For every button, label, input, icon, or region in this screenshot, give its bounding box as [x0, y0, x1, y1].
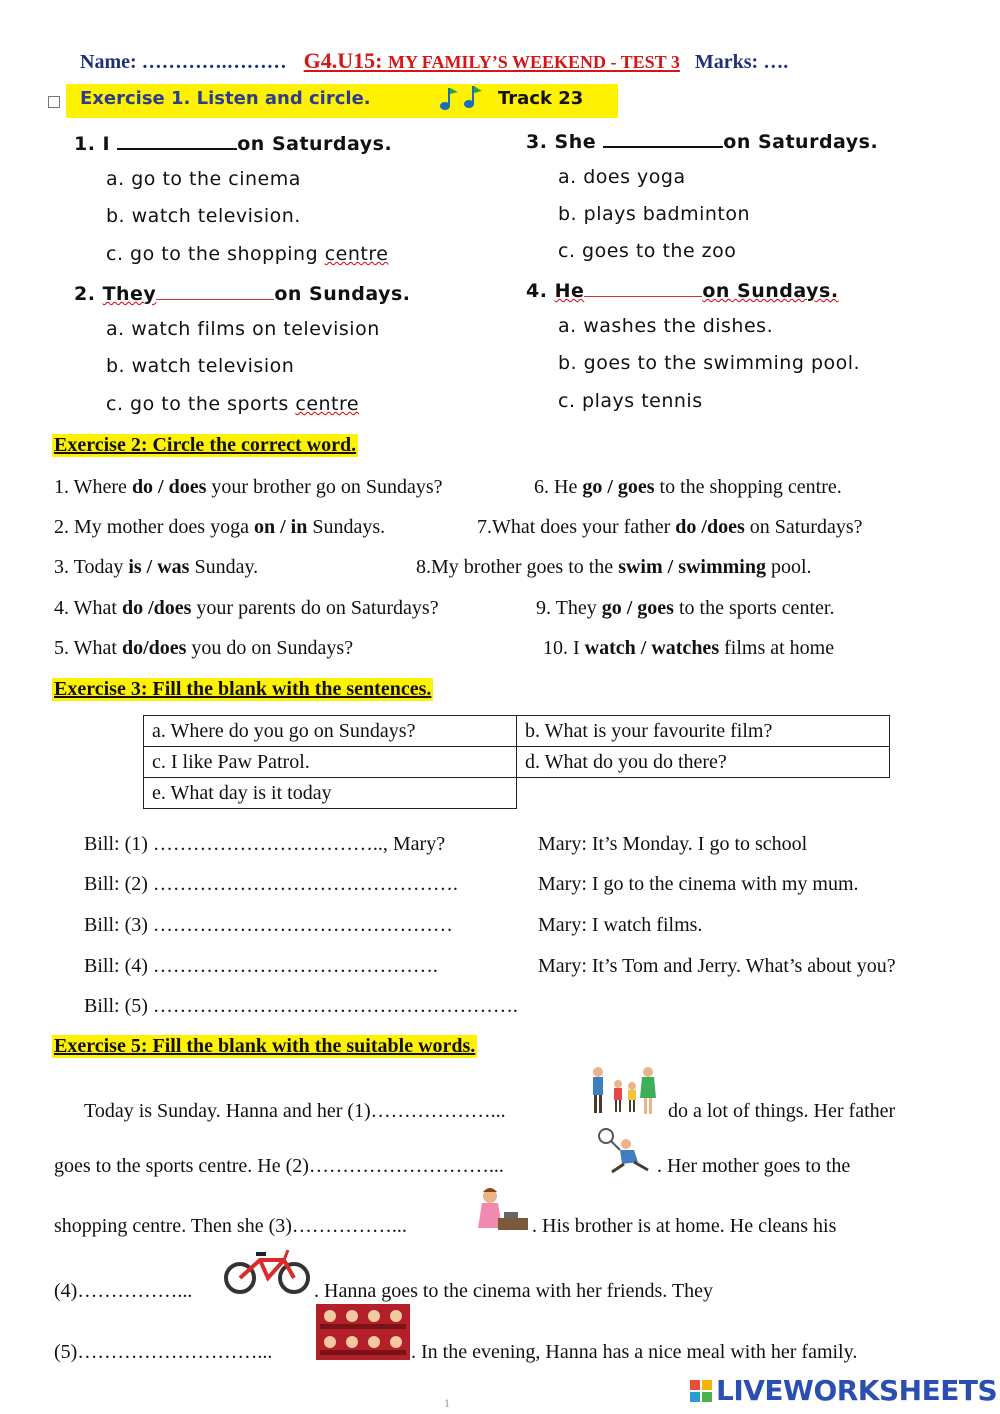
ex1-q1-option-b[interactable]: b. watch television.: [106, 205, 301, 227]
ex1-question-4: 4. He on Sundays.: [526, 280, 839, 302]
ex1-q3-option-a[interactable]: a. does yoga: [558, 166, 686, 188]
passage-line-4b: . Hanna goes to the cinema with her friends. They: [314, 1280, 713, 1302]
option-c: c. I like Paw Patrol.: [144, 747, 517, 778]
ex2-item-6: 6. He go / goes to the shopping centre.: [534, 476, 842, 498]
choice-options[interactable]: go / goes: [601, 597, 674, 619]
logo-text: LIVEWORKSHEETS: [716, 1374, 998, 1407]
ex1-question-3: 3. She on Saturdays.: [526, 128, 878, 153]
dialogue-mary-1: Mary: It’s Monday. I go to school: [538, 833, 808, 855]
exercise-3-title: Exercise 3: Fill the blank with the sentences.: [54, 678, 432, 700]
ex1-q2-option-c[interactable]: c. go to the sports centre: [106, 393, 360, 415]
choice-options[interactable]: do /does: [121, 597, 192, 619]
ex1-q2-option-a[interactable]: a. watch films on television: [106, 318, 380, 340]
choice-options[interactable]: on / in: [253, 516, 308, 538]
liveworksheets-logo: [690, 1374, 998, 1408]
sentence-options-table: [143, 715, 890, 809]
empty-cell: [517, 778, 890, 809]
option-b: b. What is your favourite film?: [517, 716, 890, 747]
ex2-item-4: 4. What do /does your parents do on Saturdays?: [54, 597, 439, 619]
answer-blank[interactable]: [584, 278, 702, 297]
ex1-question-1: 1. I on Saturdays.: [74, 130, 392, 155]
ex2-item-10: 10. I watch / watches films at home: [543, 637, 835, 659]
ex1-q4-option-c[interactable]: c. plays tennis: [558, 390, 703, 412]
dialogue-bill-2[interactable]: Bill: (2) ……………………………………….: [84, 873, 458, 895]
option-d: d. What do you do there?: [517, 747, 890, 778]
exercise-2-title: Exercise 2: Circle the correct word.: [54, 434, 357, 456]
choice-options[interactable]: watch / watches: [584, 637, 720, 659]
answer-blank[interactable]: [603, 128, 723, 148]
choice-options[interactable]: go / goes: [582, 476, 655, 498]
ex1-q4-option-a[interactable]: a. washes the dishes.: [558, 315, 774, 337]
ex2-item-7: 7.What does your father do /does on Saturdays?: [477, 516, 863, 538]
option-e: e. What day is it today: [144, 778, 517, 809]
dialogue-bill-5[interactable]: Bill: (5) ……………………………………………….: [84, 995, 518, 1017]
ex1-q3-option-c[interactable]: c. goes to the zoo: [558, 240, 737, 262]
badminton-player-icon: [590, 1126, 656, 1176]
ex1-q4-option-b[interactable]: b. goes to the swimming pool.: [558, 352, 861, 374]
music-notes-icon: [436, 82, 486, 114]
passage-line-3a[interactable]: shopping centre. Then she (3)……………...: [54, 1215, 407, 1237]
passage-line-1b: do a lot of things. Her father: [668, 1100, 896, 1122]
dialogue-bill-4[interactable]: Bill: (4) …………………………………….: [84, 955, 438, 977]
ex2-item-1: 1. Where do / does your brother go on Sundays?: [54, 476, 443, 498]
answer-blank[interactable]: [117, 130, 237, 150]
ex2-item-8: 8.My brother goes to the swim / swimming pool.: [416, 556, 812, 578]
ex1-q3-option-b[interactable]: b. plays badminton: [558, 203, 751, 225]
ex2-item-9: 9. They go / goes to the sports center.: [536, 597, 835, 619]
cinema-audience-icon: [316, 1304, 410, 1360]
ex2-item-5: 5. What do/does you do on Sundays?: [54, 637, 354, 659]
ex2-item-3: 3. Today is / was Sunday.: [54, 556, 259, 578]
passage-line-1a[interactable]: Today is Sunday. Hanna and her (1)………………...: [84, 1100, 506, 1122]
passage-line-5b: . In the evening, Hanna has a nice meal with her family.: [411, 1341, 858, 1363]
answer-blank[interactable]: [156, 281, 274, 300]
cooking-mother-icon: [474, 1184, 532, 1238]
passage-line-2b: . Her mother goes to the: [657, 1155, 851, 1177]
choice-options[interactable]: do / does: [131, 476, 207, 498]
dialogue-mary-2: Mary: I go to the cinema with my mum.: [538, 873, 859, 895]
page-number: 1: [444, 1396, 450, 1410]
dialogue-mary-4: Mary: It’s Tom and Jerry. What’s about you?: [538, 955, 896, 977]
exercise-1-title: Exercise 1. Listen and circle.: [80, 88, 371, 109]
family-picture-icon: [586, 1064, 660, 1118]
ex1-q1-option-c[interactable]: c. go to the shopping centre: [106, 243, 389, 265]
ex1-q1-option-a[interactable]: a. go to the cinema: [106, 168, 301, 190]
choice-options[interactable]: do/does: [121, 637, 187, 659]
choice-options[interactable]: do /does: [675, 516, 745, 538]
logo-grid-icon: [690, 1380, 712, 1402]
ex2-item-2: 2. My mother does yoga on / in Sundays.: [54, 516, 386, 538]
ex1-q2-option-b[interactable]: b. watch television: [106, 355, 295, 377]
worksheet-title: G4.U15: MY FAMILY’S WEEKEND - TEST 3: [303, 48, 680, 73]
worksheet-header: [80, 48, 980, 80]
passage-line-5a[interactable]: (5)………………………...: [54, 1341, 273, 1363]
bicycle-icon: [222, 1242, 312, 1296]
ex1-question-2: 2. They on Sundays.: [74, 283, 411, 305]
choice-options[interactable]: swim / swimming: [618, 556, 766, 578]
track-number: Track 23: [498, 88, 584, 109]
dialogue-bill-1[interactable]: Bill: (1) …………………………….., Mary?: [84, 833, 446, 855]
corner-mark-icon: [48, 96, 60, 108]
dialogue-mary-3: Mary: I watch films.: [538, 914, 703, 936]
exercise-5-title: Exercise 5: Fill the blank with the suitable words.: [54, 1035, 476, 1057]
name-field: Name: ………….………: [80, 51, 287, 73]
dialogue-bill-3[interactable]: Bill: (3) ………………………………………: [84, 914, 453, 936]
passage-line-4a[interactable]: (4)……………...: [54, 1280, 193, 1302]
passage-line-3b: . His brother is at home. He cleans his: [532, 1215, 837, 1237]
marks-field: Marks: ….: [694, 51, 789, 73]
option-a: a. Where do you go on Sundays?: [144, 716, 517, 747]
choice-options[interactable]: is / was: [128, 556, 190, 578]
passage-line-2a[interactable]: goes to the sports centre. He (2)………………………...: [54, 1155, 504, 1177]
